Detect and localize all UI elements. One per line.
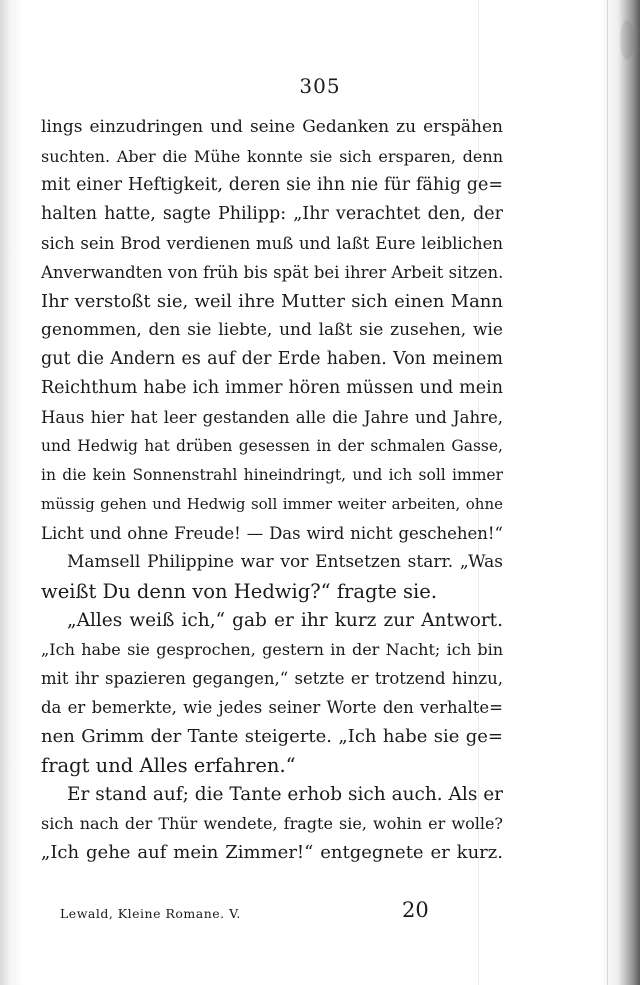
text-line: und Hedwig hat drüben gesessen in der schmalen Gasse, xyxy=(41,437,503,455)
text-line: Anverwandten von früh bis spät bei ihrer Arbeit sitzen. xyxy=(41,263,503,282)
text-line: „Ich habe sie gesprochen, gestern in der Nacht; ich bin xyxy=(41,640,503,659)
text-line: „Alles weiß ich,“ gab er ihr kurz zur Antwort. xyxy=(67,610,503,631)
text-line: Mamsell Philippine war vor Entsetzen starr. „Was xyxy=(67,552,503,572)
body-text xyxy=(41,113,503,867)
text-line: fragt und Alles erfahren.“ xyxy=(41,754,296,777)
text-line: Haus hier hat leer gestanden alle die Jahre und Jahre, xyxy=(41,408,503,427)
text-line: lings einzudringen und seine Gedanken zu erspähen xyxy=(41,117,503,137)
text-line: da er bemerkte, wie jedes seiner Worte den verhalte= xyxy=(41,698,503,717)
page-crease xyxy=(607,0,608,985)
text-line: gut die Andern es auf der Erde haben. Von meinem xyxy=(41,349,503,369)
page-number: 305 xyxy=(299,74,341,98)
text-line: Er stand auf; die Tante erhob sich auch. Als er xyxy=(67,784,503,805)
text-line: sich nach der Thür wendete, fragte sie, wohin er wolle? xyxy=(41,814,503,833)
page-stain xyxy=(620,20,634,60)
text-line: genommen, den sie liebte, und laßt sie zusehen, wie xyxy=(41,320,503,340)
text-line: halten hatte, sagte Philipp: „Ihr verachtet den, der xyxy=(41,204,503,224)
text-line: nen Grimm der Tante steigerte. „Ich habe sie ge= xyxy=(41,726,503,747)
text-line: Reichthum habe ich immer hören müssen und mein xyxy=(41,378,503,398)
text-line: „Ich gehe auf mein Zimmer!“ entgegnete er kurz. xyxy=(41,842,503,863)
text-line: müssig gehen und Hedwig soll immer weiter arbeiten, ohne xyxy=(41,495,503,513)
footer-signature: Lewald, Kleine Romane. V. xyxy=(60,906,241,921)
text-line: mit einer Heftigkeit, deren sie ihn nie für fähig ge= xyxy=(41,175,503,195)
text-line: weißt Du denn von Hedwig?“ fragte sie. xyxy=(41,580,438,603)
signature-mark: 20 xyxy=(402,898,429,922)
text-line: suchten. Aber die Mühe konnte sie sich ersparen, denn xyxy=(41,147,503,166)
text-line: sich sein Brod verdienen muß und laßt Eure leiblichen xyxy=(41,234,503,253)
text-line: mit ihr spazieren gegangen,“ setzte er trotzend hinzu, xyxy=(41,669,503,688)
text-line: Licht und ohne Freude! — Das wird nicht geschehen!“ xyxy=(41,524,503,543)
text-line: Ihr verstoßt sie, weil ihre Mutter sich einen Mann xyxy=(41,291,503,312)
text-line: in die kein Sonnenstrahl hineindringt, und ich soll immer xyxy=(41,466,503,484)
